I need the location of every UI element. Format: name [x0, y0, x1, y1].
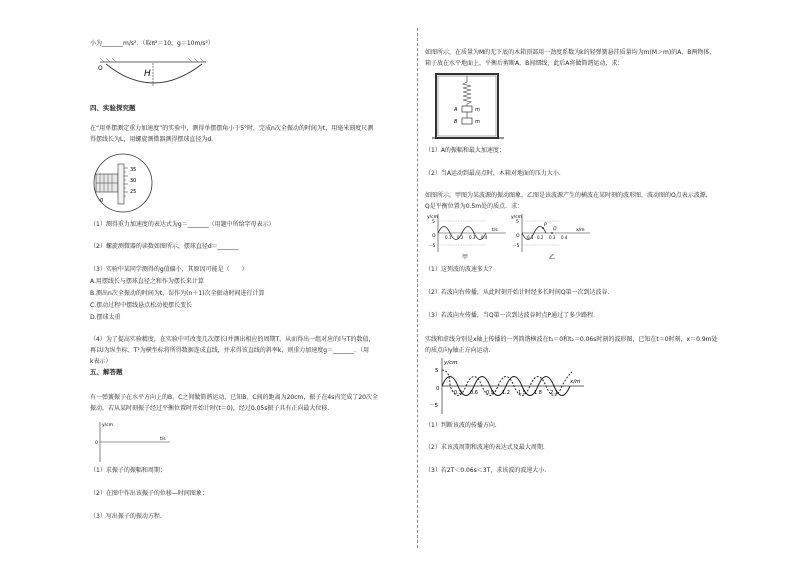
- wave2-problem-line1: 实线和虚线分别是x轴上传播的一列简谐横波在t₁＝0和t₂＝0.06s时刻的波形图，已知在t＝0时刻，x＝0.9m处: [425, 336, 718, 343]
- label-O: O: [98, 65, 103, 72]
- oscillator-q2: （2）在图中作出该振子的位移—时间图象；: [90, 490, 208, 497]
- section-title-experiment: 四、实验探究题: [90, 104, 136, 112]
- svg-text:0.4: 0.4: [481, 235, 488, 240]
- svg-text:0.3: 0.3: [454, 390, 462, 396]
- box-q2: （2）当A运动到最高点时，木箱对地面的压力大小.: [425, 170, 561, 177]
- wave1-q1: （1）这列波的波速多大？: [425, 266, 495, 273]
- svg-text:5: 5: [435, 368, 439, 374]
- oscillator-q1: （1）求振子的振幅和周期；: [90, 467, 166, 474]
- label-A: A: [454, 107, 458, 113]
- label-mass-B: m: [475, 119, 480, 125]
- axis-x-label: t/s: [160, 437, 166, 442]
- axis-origin: 0: [95, 441, 98, 446]
- label-H: H: [144, 69, 151, 79]
- wave2-q2: （2）求该波周期和波速的表达式及最大周期.: [425, 444, 545, 451]
- svg-text:2.1: 2.1: [550, 390, 558, 396]
- svg-text:y/cm: y/cm: [511, 215, 523, 220]
- experiment-q1: （1）测得重力加速度的表达式为g＝_______（用题中所给字母表示）: [90, 221, 275, 228]
- svg-text:－5: －5: [512, 244, 520, 249]
- oscillator-q3: （3）写出振子的振动方程.: [90, 513, 162, 520]
- svg-text:O: O: [432, 234, 436, 239]
- svg-text:－5: －5: [428, 244, 436, 249]
- experiment-intro-line1: 在“用单摆测定重力加速度”的实验中，测得单摆摆角小于5°时，完成n次全振动的时间为t，用毫米刻度尺测: [90, 125, 374, 132]
- option-a: A.用摆线长与摆球直径之和作为摆长来计算: [90, 278, 204, 285]
- wave-graph-yi: [510, 212, 592, 254]
- svg-text:5: 5: [516, 220, 519, 225]
- svg-text:O: O: [516, 234, 520, 239]
- svg-text:t/s: t/s: [492, 228, 498, 233]
- box-q1: （1）A的振幅和最大加速度；: [425, 147, 505, 154]
- svg-text:0.3: 0.3: [469, 235, 476, 240]
- svg-text:0.4: 0.4: [561, 235, 568, 240]
- experiment-q4-line1: （4）为了提高实验精度，在实验中可改变几次摆长l并测出相应的周期T，从而得出一组对应的l与T的数值，: [90, 336, 375, 343]
- vibration-graph-jia: [426, 212, 508, 254]
- option-b: B.测出n次全振动的时间为t，误作为(n＋1)次全振动时间进行计算: [90, 290, 265, 297]
- option-c: C.摆动过程中摆线悬点松动使摆长变长: [90, 302, 193, 309]
- experiment-q3: （3）实验中某同学测得的g值偏小，其原因可能是（ ）: [90, 266, 248, 273]
- svg-text:0.9: 0.9: [486, 390, 494, 396]
- section-title-answers: 五、解答题: [90, 368, 123, 376]
- tick-30: 30: [130, 178, 137, 184]
- box-problem-line2: 箱子放在水平地面上，平衡后剪断A、B间细线，此后A将做简谐运动，求：: [425, 60, 624, 67]
- svg-text:1.8: 1.8: [534, 390, 542, 396]
- label-B: B: [454, 119, 458, 125]
- svg-text:x/m: x/m: [570, 379, 581, 385]
- svg-text:x/m: x/m: [576, 228, 585, 233]
- wave1-problem-line2: Q是平衡位置为0.5m处的质点．求：: [425, 203, 524, 210]
- experiment-intro-line2: 得摆线长为L，用螺旋测微器测得摆球直径为d.: [90, 136, 214, 143]
- caption-jia: 甲: [462, 254, 469, 261]
- svg-text:0.2: 0.2: [537, 235, 544, 240]
- wave-snapshot-graph: [428, 356, 588, 416]
- svg-text:y/cm: y/cm: [427, 215, 439, 220]
- box-problem-line1: 如图所示，在质量为M的无下底的木箱顶部用一劲度系数为k的轻弹簧悬挂质量均为m(M＞m)的A、B两物体，: [425, 49, 716, 56]
- label-mass-A: m: [475, 107, 480, 113]
- option-d: D.摆球太重: [90, 314, 121, 321]
- svg-text:0.3: 0.3: [549, 235, 556, 240]
- tick-35: 35: [130, 167, 137, 173]
- experiment-q2: （2）螺旋测微器的读数如图所示，摆球直径d＝_______: [90, 243, 239, 250]
- experiment-q4-line2: 再以l为纵坐标、T²为横坐标将所得数据连成直线，并求得该直线的斜率k，则重力加速度g＝_______．（用: [90, 347, 370, 354]
- svg-text:0.1: 0.1: [527, 235, 534, 240]
- svg-text:0.2: 0.2: [457, 235, 464, 240]
- tick-0: 0: [100, 198, 104, 204]
- oscillator-problem-line1: 有一弹簧振子在水平方向上的B、C之间做简谐运动，已知B、C间的距离为20cm，振子在4s内完成了20次全: [90, 394, 378, 401]
- wave1-q3: （3）若波向左传播，当Q第一次到达波谷时点P通过了多少路程．: [425, 312, 600, 319]
- question-line-acceleration: 小为_______m/s²．（取π²＝10，g＝10m/s²）: [90, 40, 214, 47]
- caption-yi: 乙: [549, 254, 556, 261]
- svg-text:0.1: 0.1: [445, 235, 452, 240]
- oscillator-problem-line2: 振动，若从某时刻振子经过平衡位置时开始计时(t＝0)，经过0.05s振子具有正向最大位移.: [90, 405, 330, 412]
- svg-text:y/cm: y/cm: [444, 360, 458, 366]
- svg-text:P: P: [544, 223, 547, 228]
- wave2-q1: （1）判断该波的传播方向.: [425, 422, 497, 429]
- svg-text:Q: Q: [553, 227, 557, 232]
- wave2-problem-line2: 的质点向y轴正方向运动.: [425, 347, 491, 354]
- axis-y-label: y/cm: [102, 423, 114, 428]
- svg-text:1.2: 1.2: [502, 390, 510, 396]
- svg-text:5: 5: [432, 220, 435, 225]
- wave1-problem-line1: 如图所示，甲图为某波源的振动图象，乙图是该波源产生的横波在某时刻的波形图，波动图的O点表示波源，: [425, 192, 712, 199]
- wave1-q2: （2）若波向右传播，从此时刻开始计时经多长时间Q第一次到达波谷．: [425, 289, 614, 296]
- column-divider: [417, 28, 418, 548]
- experiment-q4-line3: k表示）: [90, 358, 112, 365]
- wave2-q3: （3）若2T＜0.06s＜3T，求该波的波速大小.: [425, 467, 547, 474]
- svg-text:1.5: 1.5: [518, 390, 526, 396]
- svg-text:0: 0: [436, 386, 440, 392]
- spring-box-figure: [432, 72, 504, 142]
- svg-text:0.6: 0.6: [470, 390, 478, 396]
- bowl-figure: [98, 56, 208, 98]
- svg-text:－5: －5: [429, 403, 438, 409]
- blank-displacement-axes: [94, 420, 174, 464]
- tick-25: 25: [130, 189, 137, 195]
- micrometer-figure: [92, 152, 154, 214]
